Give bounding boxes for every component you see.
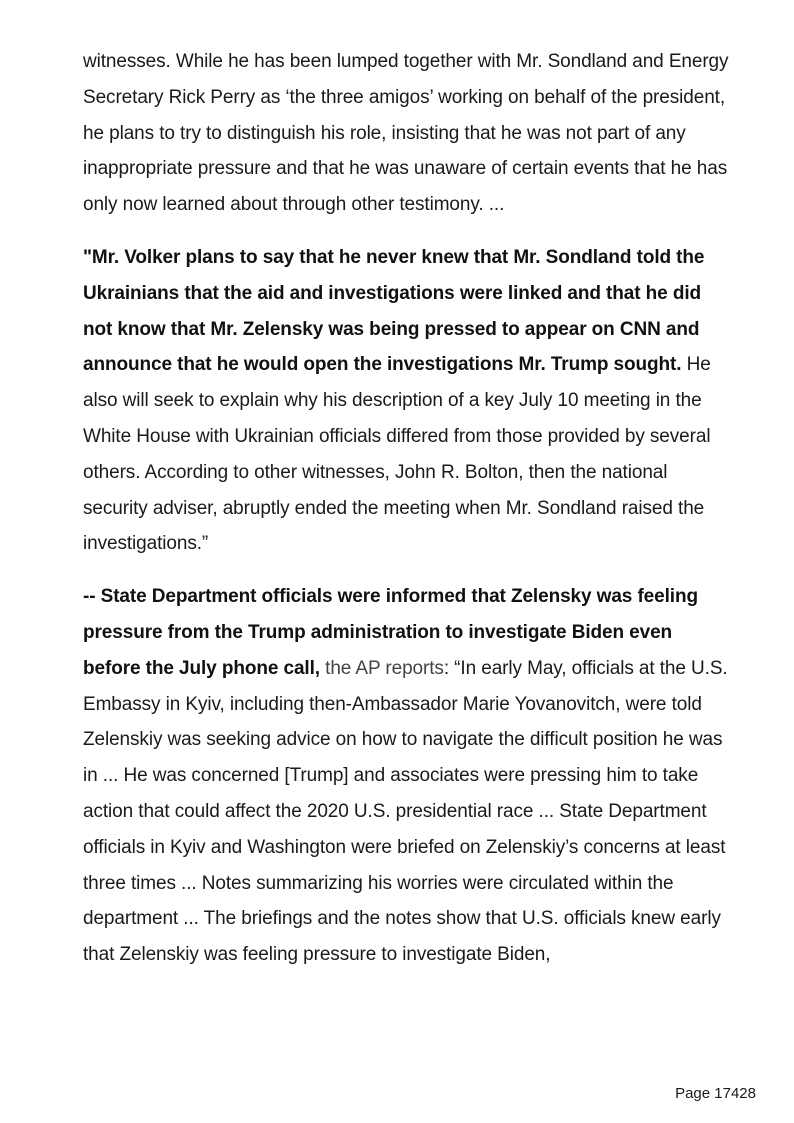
- paragraph-volker-context: [83, 44, 733, 223]
- document-body: [83, 44, 733, 973]
- paragraph-state-department: [83, 579, 733, 973]
- paragraph-text: witnesses. While he has been lumped together with Mr. Sondland and Energy Secretary Rick Perry as ‘the three amigos’ working on behalf of the president, he plans to try to distinguish his role, insisting that he was not part of any inappropriate pressure and that he was unaware of certain events that he has only now learned about through other testimony. ...: [83, 51, 729, 216]
- bold-lead: -- State Department officials were informed that Zelensky was feeling pressure from the Trump administration to investigate Biden even before the July phone call,: [83, 586, 698, 679]
- paragraph-volker-plans: [83, 240, 733, 562]
- page-number: Page 17428: [675, 1085, 756, 1102]
- ap-reports-link[interactable]: the AP reports: [325, 657, 444, 679]
- bold-quote: "Mr. Volker plans to say that he never knew that Mr. Sondland told the Ukrainians that the aid and investigations were linked and that he did not know that Mr. Zelensky was being pressed to appear on CNN and announce that he would open the investigations Mr. Trump sought.: [83, 246, 705, 376]
- paragraph-text: He also will seek to explain why his description of a key July 10 meeting in the White House with Ukrainian officials differed from those provided by several others. According to other witnesses, John R. Bolton, then the national security adviser, abruptly ended the meeting when Mr. Sondland raised the investigations.”: [83, 354, 711, 555]
- paragraph-text: : “In early May, officials at the U.S. Embassy in Kyiv, including then-Ambassador Marie Yovanovitch, were told Zelenskiy was seeking advice on how to navigate the difficult position he was in ... He was concerned [Trump] and associates were pressing him to take action that could affect the 2020 U.S. presidential race ... State Department officials in Kyiv and Washington were briefed on Zelenskiy’s concerns at least three times ... Notes summarizing his worries were circulated within the department ... The briefings and the notes show that U.S. officials knew early that Zelenskiy was feeling pressure to investigate Biden,: [83, 657, 728, 966]
